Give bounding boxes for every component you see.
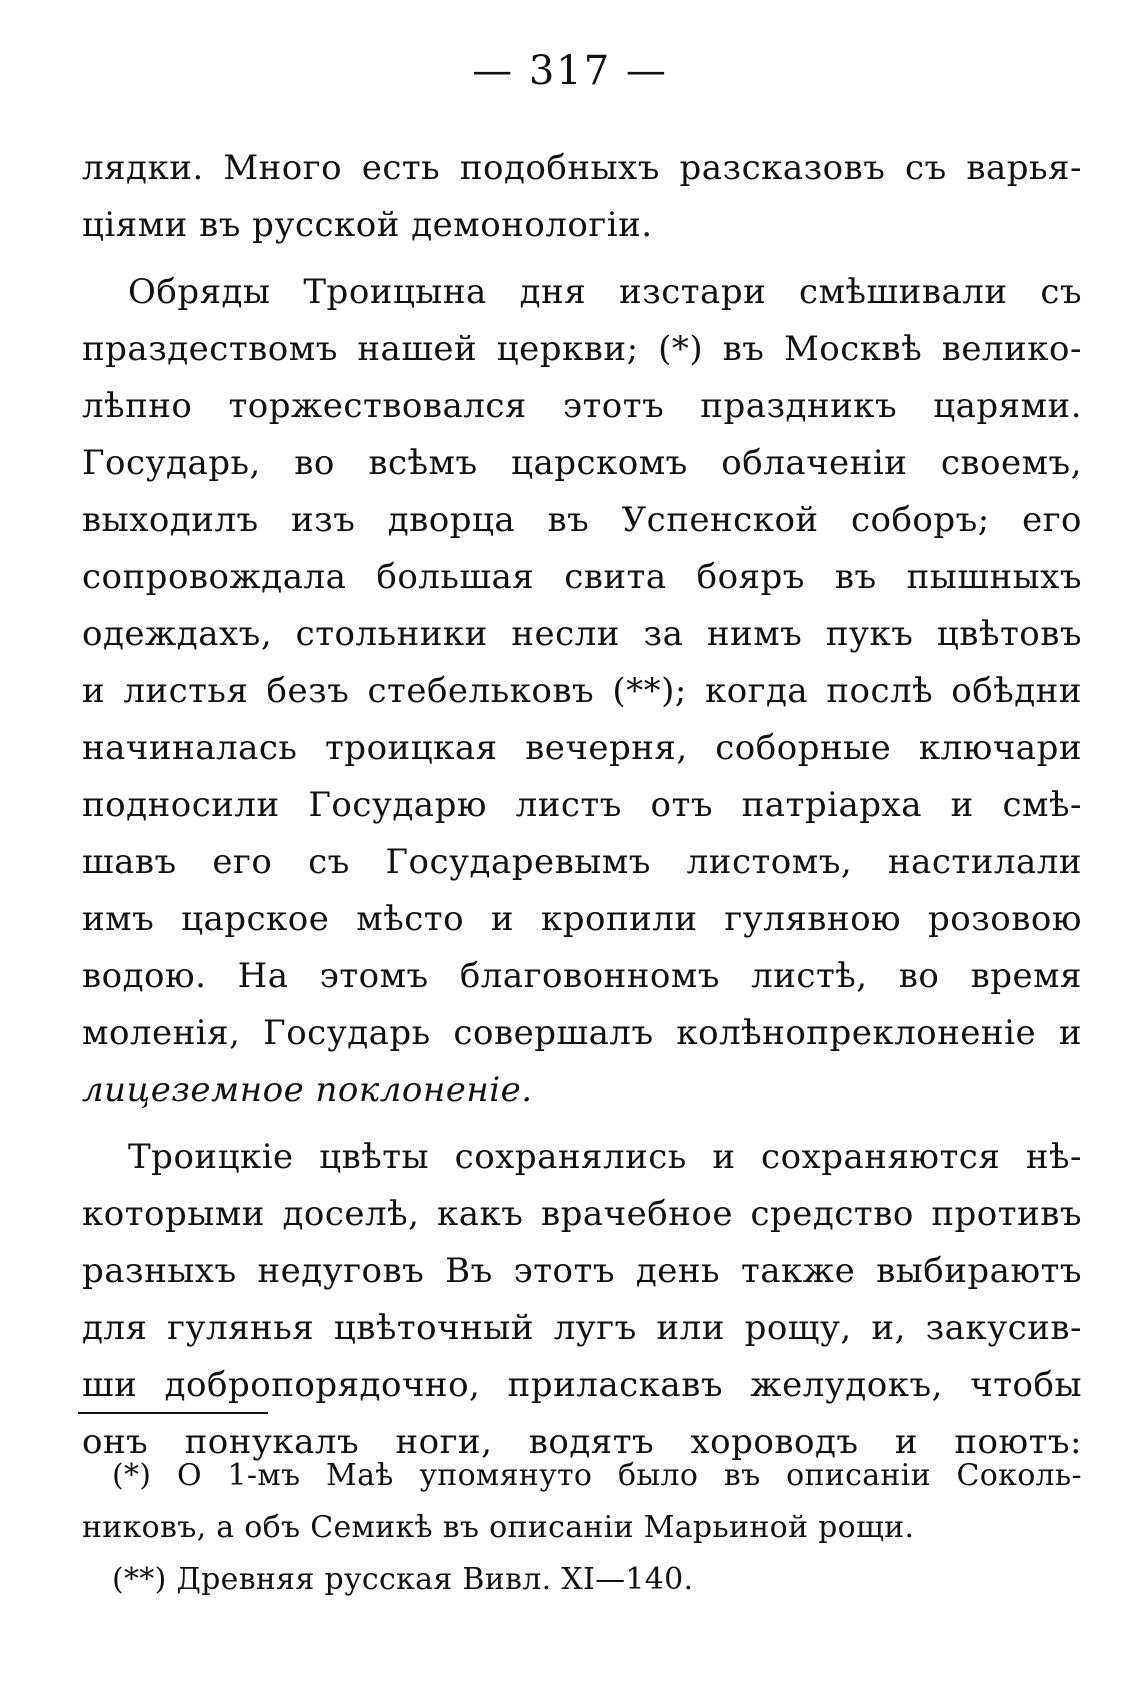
text-line: лѣпно торжествовался этотъ праздникъ царями. — [82, 386, 1082, 426]
text-line: ціями въ русской демонологіи. — [82, 205, 653, 245]
footnote-line: (*) О 1-мъ Маѣ упомянуто было въ описаніи Соколь- — [112, 1458, 1082, 1493]
text-line: выходилъ изъ дворца въ Успенской соборъ; его — [82, 500, 1082, 540]
text-line: сопровождала большая свита бояръ въ пышныхъ — [82, 557, 1082, 597]
text-line: для гулянья цвѣточный лугъ или рощу, и, закусив- — [82, 1308, 1082, 1348]
text-line: Обряды Троицына дня изстари смѣшивали съ — [128, 272, 1082, 312]
text-line: шавъ его съ Государевымъ листомъ, настилали — [82, 842, 1082, 882]
footnote-line: никовъ, а объ Семикѣ въ описаніи Марьиной рощи. — [82, 1510, 915, 1545]
text-line: Троицкіе цвѣты сохранялись и сохраняются нѣ- — [128, 1137, 1082, 1177]
text-line: водою. На этомъ благовонномъ листѣ, во время — [82, 956, 1082, 996]
footnotes — [82, 1450, 1082, 1606]
text-line: онъ понукалъ ноги, водятъ хороводъ и поютъ: — [82, 1422, 1082, 1462]
text-line: подносили Государю листъ отъ патріарха и смѣ- — [82, 785, 1082, 825]
footnote-divider — [78, 1412, 268, 1414]
text-line: ши добропорядочно, приласкавъ желудокъ, чтобы — [82, 1365, 1082, 1405]
text-line: которыми доселѣ, какъ врачебное средство противъ — [82, 1194, 1082, 1234]
text-line: и листья безъ стебельковъ (**); когда послѣ обѣдни — [82, 671, 1082, 711]
text-line: моленія, Государь совершалъ колѣнопреклоненіе и — [82, 1013, 1082, 1053]
text-line: лядки. Много есть подобныхъ разсказовъ съ варья- — [82, 148, 1082, 188]
page-body — [82, 140, 1082, 1471]
text-line: одеждахъ, стольники несли за нимъ пукъ цвѣтовъ — [82, 614, 1082, 654]
text-line: разныхъ недуговъ Въ этотъ день также выбираютъ — [82, 1251, 1082, 1291]
text-line: имъ царское мѣсто и кропили гулявною розовою — [82, 899, 1082, 939]
text-line: праздествомъ нашей церкви; (*) въ Москвѣ велико- — [82, 329, 1082, 369]
footnote-line: (**) Древняя русская Вивл. XI—140. — [112, 1562, 694, 1597]
text-line: Государь, во всѣмъ царскомъ облаченіи своемъ, — [82, 443, 1082, 483]
text-line: начиналась троицкая вечерня, соборные ключари — [82, 728, 1082, 768]
text-line: лицеземное поклоненіе. — [82, 1070, 533, 1110]
page-number: — 317 — — [472, 48, 668, 94]
